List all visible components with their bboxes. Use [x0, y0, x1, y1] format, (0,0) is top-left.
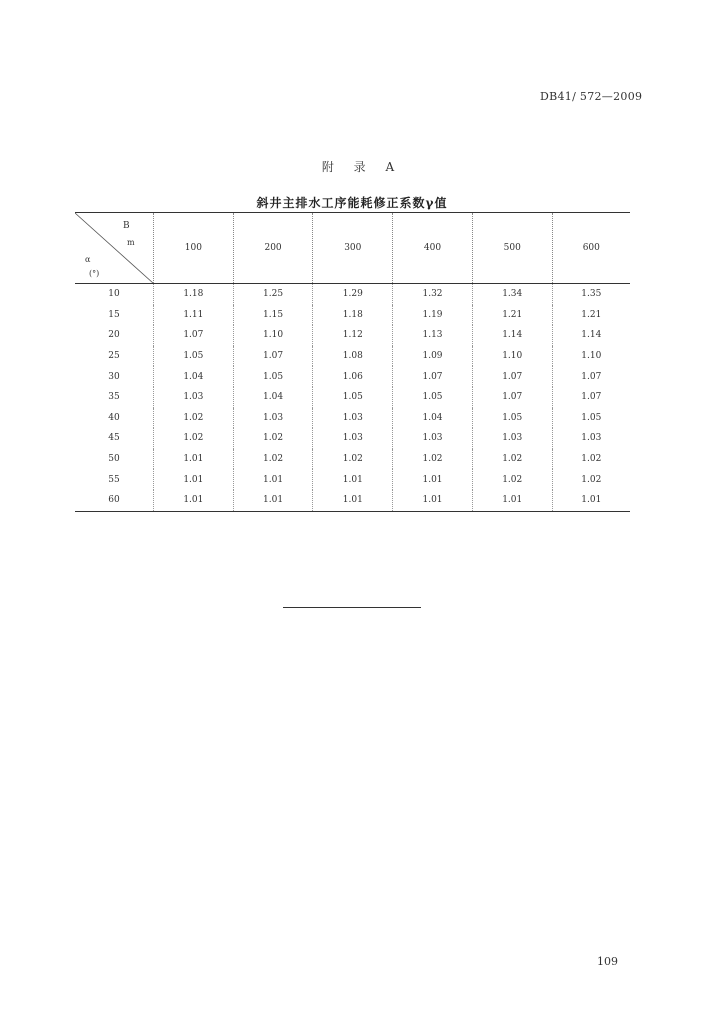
table-cell: 1.10: [233, 325, 313, 346]
table-cell: 1.08: [313, 346, 393, 367]
table-cell: 1.15: [233, 305, 313, 326]
table-cell: 1.13: [393, 325, 473, 346]
correction-coefficient-table: [75, 212, 630, 512]
table-row: [75, 469, 630, 490]
column-header: 500: [472, 213, 552, 284]
end-of-section-rule: [283, 607, 421, 608]
table-cell: 1.12: [313, 325, 393, 346]
table-cell: 1.01: [154, 469, 234, 490]
table-cell: 1.10: [472, 346, 552, 367]
table-cell: 1.05: [233, 366, 313, 387]
row-angle: 45: [108, 433, 120, 444]
row-angle: 60: [75, 490, 154, 511]
table-cell: 1.34: [472, 284, 552, 305]
table-cell: 1.06: [313, 366, 393, 387]
table-row: [75, 387, 630, 408]
table-row: [75, 449, 630, 470]
row-angle: 35: [108, 392, 120, 403]
table-cell: 1.03: [393, 428, 473, 449]
column-header: 400: [393, 213, 473, 284]
table-cell: 1.03: [313, 428, 393, 449]
table-cell: 1.02: [233, 449, 313, 470]
table-cell: 1.21: [472, 305, 552, 326]
table-cell: 1.02: [552, 469, 630, 490]
table-cell: 1.04: [233, 387, 313, 408]
page-number: 109: [597, 955, 618, 968]
row-angle: 15: [108, 309, 120, 320]
row-symbol: α: [85, 255, 91, 264]
table-cell: 1.03: [552, 428, 630, 449]
table-cell: 1.18: [154, 284, 234, 305]
table-cell: 1.01: [393, 490, 473, 511]
table-caption: 斜井主排水工序能耗修正系数γ值: [256, 196, 448, 210]
row-angle: 55: [108, 474, 120, 485]
table-cell: 1.01: [233, 469, 313, 490]
table-cell: 1.07: [472, 366, 552, 387]
row-angle: 50: [108, 454, 120, 465]
table-cell: 1.04: [154, 366, 234, 387]
table-cell: 1.07: [472, 387, 552, 408]
table-cell: 1.02: [313, 449, 393, 470]
table-row: [75, 366, 630, 387]
document-code: DB41/ 572—2009: [540, 90, 643, 103]
table-row: [75, 305, 630, 326]
column-header: 100: [154, 213, 234, 284]
table-cell: 1.11: [154, 305, 234, 326]
row-angle: 10: [108, 289, 120, 300]
table-cell: 1.10: [552, 346, 630, 367]
table-row: [75, 284, 630, 305]
table-cell: 1.18: [313, 305, 393, 326]
table-row: [75, 408, 630, 429]
table-row: [75, 346, 630, 367]
row-angle: 25: [108, 351, 120, 362]
table-body: [75, 284, 630, 512]
table-cell: 1.19: [393, 305, 473, 326]
table-cell: 1.01: [154, 449, 234, 470]
column-symbol: B: [123, 221, 130, 231]
table-cell: 1.01: [472, 490, 552, 511]
table-cell: 1.07: [552, 387, 630, 408]
table-cell: 1.02: [472, 449, 552, 470]
table-cell: 1.25: [233, 284, 313, 305]
table-cell: 1.09: [393, 346, 473, 367]
table-cell: 1.35: [552, 284, 630, 305]
table-cell: 1.02: [233, 428, 313, 449]
table-cell: 1.05: [313, 387, 393, 408]
table-cell: 1.03: [313, 408, 393, 429]
column-header: 300: [313, 213, 393, 284]
table-cell: 1.07: [393, 366, 473, 387]
table-cell: 1.07: [233, 346, 313, 367]
table-cell: 1.32: [393, 284, 473, 305]
table-cell: 1.05: [393, 387, 473, 408]
table-cell: 1.01: [313, 469, 393, 490]
table-cell: 1.01: [233, 490, 313, 511]
table-cell: 1.02: [552, 449, 630, 470]
row-unit: (°): [89, 269, 100, 278]
diagonal-divider-icon: [75, 213, 153, 283]
appendix-title: 附 录 A: [321, 160, 403, 174]
table-cell: 1.14: [472, 325, 552, 346]
table-cell: 1.03: [472, 428, 552, 449]
table-cell: 1.07: [154, 325, 234, 346]
table-cell: 1.01: [393, 469, 473, 490]
table-row: [75, 428, 630, 449]
table-cell: 1.03: [233, 408, 313, 429]
table-corner-cell: [75, 213, 154, 284]
table-cell: 1.07: [552, 366, 630, 387]
table-cell: 1.04: [393, 408, 473, 429]
table-cell: 1.14: [552, 325, 630, 346]
table-cell: 1.01: [154, 490, 234, 511]
table-cell: 1.05: [154, 346, 234, 367]
table-cell: 1.29: [313, 284, 393, 305]
table-cell: 1.01: [313, 490, 393, 511]
column-header: 200: [233, 213, 313, 284]
table-row: [75, 490, 630, 511]
table-row: [75, 325, 630, 346]
row-angle: 40: [108, 412, 120, 423]
table-cell: 1.21: [552, 305, 630, 326]
table-cell: 1.01: [552, 490, 630, 511]
column-unit: m: [127, 238, 135, 247]
row-angle: 30: [108, 371, 120, 382]
table-cell: 1.03: [154, 387, 234, 408]
table-cell: 1.02: [393, 449, 473, 470]
table-cell: 1.02: [154, 408, 234, 429]
table-header-row: [75, 213, 630, 284]
table-cell: 1.05: [552, 408, 630, 429]
table-cell: 1.02: [154, 428, 234, 449]
column-header: 600: [552, 213, 630, 284]
table-cell: 1.02: [472, 469, 552, 490]
row-angle: 20: [108, 330, 120, 341]
table-cell: 1.05: [472, 408, 552, 429]
